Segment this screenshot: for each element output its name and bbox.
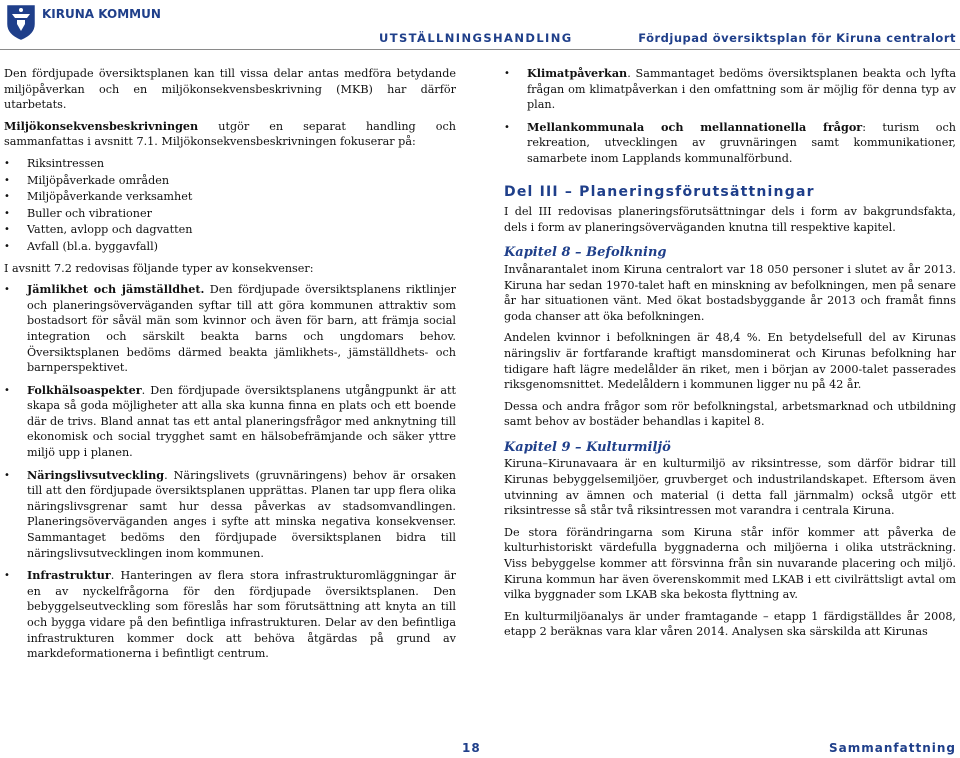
chapter-9-paragraph-2: De stora förändringarna som Kiruna står inför kommer att påverka de kulturhistoriskt värdefulla byggnaderna och miljöerna i olika utsträckning. Viss bebyggelse kommer att försvinna från sin nuvarande placering och miljö. Kiruna kommun har även överenskommit med LKAB i ett civilrättsligt avtal om vilka byggnader som LKAB ska bekosta flyttning av. — [504, 525, 956, 602]
list-item: • Riksintressen — [4, 156, 456, 172]
intro-paragraph-1: Den fördjupade översiktsplanen kan till vissa delar antas medföra betydande miljöpåverkan och en miljökonsekvensbeskrivning (MKB) har därför utarbetats. — [4, 67, 456, 112]
chapter-9-heading: Kapitel 9 – Kulturmiljö — [504, 439, 671, 455]
section-7-2-intro: I avsnitt 7.2 redovisas följande typer av konsekvenser: — [4, 261, 314, 275]
logo-text: KIRUNA KOMMUN — [42, 7, 161, 21]
list-item: • Vatten, avlopp och dagvatten — [4, 222, 456, 238]
consequence-text: . Den fördjupade översiktsplanens utgångpunkt är att skapa så goda möjligheter att alla ska kunna finna en plats och ett boende där de trivs. Bland annat tas ett antal planeringsfrågor med anknytning till ekonomisk och social trygghet samt en hälsobefrämjande och säker yttre miljö upp i planen. — [27, 383, 456, 460]
consequence-text: . Sammantaget bedöms översiktsplanen beakta och lyfta frågan om klimatpåverkan i den omfattning som är möjlig för denna typ av plan. — [527, 67, 956, 112]
list-item — [4, 383, 456, 461]
list-item — [504, 120, 956, 167]
consequence-text: Den fördjupade översiktsplanens riktlinjer och planeringsöverväganden syftar till att göra kommunen attraktiv som bostadsort för såväl män som kvinnor och även för barn, att främja social integration och särskilt beakta barns och ungdomars behov. Översiktsplanen bedöms därmed beakta jämlikhets-, jämställdhets- och barnperspektivet. — [27, 283, 456, 375]
intro-paragraph-2 — [4, 119, 456, 150]
chapter-9-paragraph-1: Kiruna–Kirunavaara är en kulturmiljö av riksintresse, som därför bidrar till Kirunas bebyggelsemiljöer, gruvberget och industrilandskapet. Eftersom även utvinning av ämnen och material (i detta fall järnmalm) också utgör ett riksintresse så står två riksintressen mot varandra i centrala Kiruna. — [504, 457, 956, 518]
header-document-title: Fördjupad översiktsplan för Kiruna centralort — [638, 31, 956, 45]
focus-list — [4, 156, 456, 255]
page-number: 18 — [462, 741, 481, 755]
chapter-8-paragraph-1: Invånarantalet inom Kiruna centralort var 18 050 personer i slutet av år 2013. Kiruna har sedan 1970-talet haft en minskning av befolkningen, men på senare år har situationen vänt. Med ökat bostadsbyggande år 2013 och framåt finns goda chanser att öka befolkningen. — [504, 262, 956, 323]
kiruna-coat-of-arms-icon — [6, 4, 36, 40]
chapter-9-paragraph-3: En kulturmiljöanalys är under framtagande – etapp 1 färdigställdes år 2008, etapp 2 beräknas vara klar våren 2014. Analysen ska särskilda att Kirunas — [504, 609, 956, 639]
list-item: • Avfall (bl.a. byggavfall) — [4, 239, 456, 255]
list-item: • Buller och vibrationer — [4, 206, 456, 222]
header-section-label: UTSTÄLLNINGSHANDLING — [379, 31, 573, 45]
consequence-title: Infrastruktur — [27, 568, 111, 583]
list-item — [4, 468, 456, 562]
kiruna-kommun-logo — [6, 4, 161, 40]
consequence-title: Mellankommunala och mellannationella frågor — [527, 119, 863, 134]
consequence-list-continued — [504, 66, 956, 167]
consequence-title: Klimatpåverkan — [527, 66, 628, 80]
consequence-title: Jämlikhet och jämställdhet. — [27, 282, 205, 297]
chapter-8-heading: Kapitel 8 – Befolkning — [504, 245, 667, 261]
list-item — [4, 282, 456, 376]
list-item — [504, 66, 956, 113]
left-column — [4, 66, 456, 669]
list-item — [4, 568, 456, 662]
mkb-term: Miljökonsekvensbeskrivningen — [4, 118, 199, 133]
consequence-title: Näringslivsutveckling — [27, 467, 165, 482]
page-header — [0, 0, 960, 50]
footer-section-name: Sammanfattning — [829, 741, 956, 755]
list-item: • Miljöpåverkande verksamhet — [4, 189, 456, 205]
right-column — [504, 66, 956, 646]
consequence-text: : turism och rekreation, utvecklingen av gruvnäringen samt kommunikationer, samarbete inom Lapplands kommunalförbund. — [527, 120, 956, 165]
consequence-title: Folkhälsoaspekter — [27, 382, 142, 397]
chapter-8-paragraph-3: Dessa och andra frågor som rör befolkningstal, arbetsmarknad och utbildning samt behov av bostäder behandlas i kapitel 8. — [504, 399, 956, 429]
consequence-text: . Näringslivets (gruvnäringens) behov är orsaken till att den fördjupade översiktsplanen upprättas. Planen tar upp flera olika näringslivsgrenar samt hur dessa påverkas av stadsomvandlingen. Planeringsöverväganden anges i syfte att minska negativa konsekvenser. Sammantaget bedöms den fördjupade översiktsplanen bidra till näringslivsutvecklingen inom kommunen. — [27, 468, 456, 560]
intro-paragraph-2-text: utgör en separat handling och sammanfattas i avsnitt 7.1. Miljökonsekvensbeskrivningen fokuserar på: — [4, 119, 456, 149]
list-item: • Miljöpåverkade områden — [4, 173, 456, 189]
part-3-heading: Del III – Planeringsförutsättningar — [504, 183, 815, 200]
consequence-text: . Hanteringen av flera stora infrastrukturomläggningar är en av nyckelfrågorna för den fördjupade översiktsplanen. Den bebyggelseutveckling som föreslås har som förutsättning att knyta an till och bygga vidare på den befintliga infrastrukturen. Delar av den befintliga infrastrukturen kommer dock att behöva åtgärdas på grund av markdeformationerna i befintligt centrum. — [27, 569, 456, 661]
header-divider — [0, 49, 960, 50]
consequence-list — [4, 282, 456, 662]
part-3-text: I del III redovisas planeringsförutsättningar dels i form av bakgrundsfakta, dels i form av planeringsöverväganden knutna till respektive kapitel. — [504, 205, 956, 234]
chapter-8-paragraph-2: Andelen kvinnor i befolkningen är 48,4 %. En betydelsefull del av Kirunas näringsliv är fortfarande kraftigt mansdominerat och Kirunas befolkning har tidigare haft lägre medelålder än riket, men i början av 2000-talet passerades riksgenomsnittet. Medelåldern i kommunen ligger nu på 42 år. — [504, 331, 956, 392]
